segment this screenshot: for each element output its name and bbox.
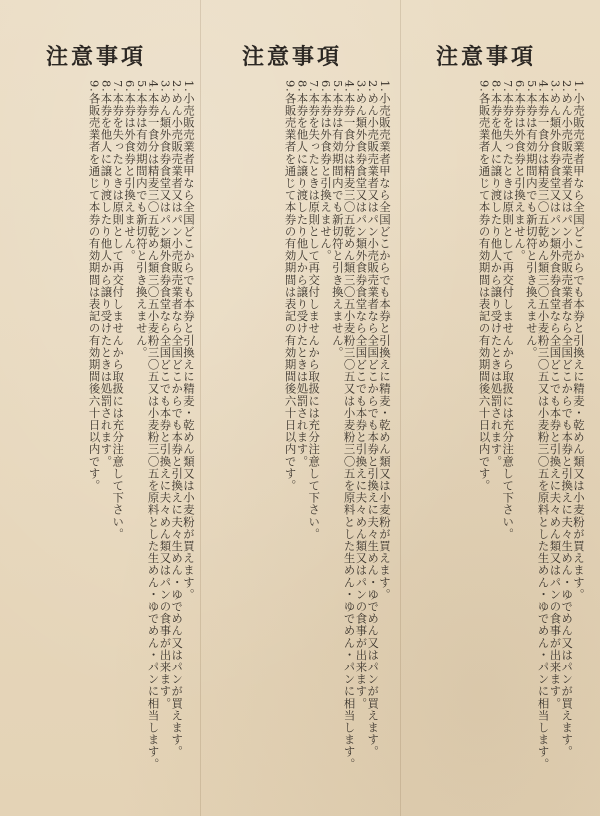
notice-item-7: 7.本券を失ったときは原則として再交付しませんから取扱には充分注意して下さい。 bbox=[111, 80, 126, 540]
notice-item-4: 4.本券一食分は精麦三〇五乾めん類三〇五小麦粉三〇五又は小麦粉三〇五を原料とした生めん・ゆでめん・パンに相当します。 bbox=[146, 80, 161, 770]
panel-heading: 注意事項 bbox=[46, 45, 147, 70]
notice-item-3: 3.めん類外食券食堂又はパン類外食券食堂なら全国どこでも本券と引換えに夫々めん類又はパンの食事が出来ます。 bbox=[354, 80, 369, 710]
notice-item-2: 2.めん小売販売業者又はパン小売販売業者なら全国どこからでも本券と引換えに夫々生めん・ゆでめん又はパンが買えます。 bbox=[560, 80, 575, 758]
fold-line bbox=[200, 0, 201, 816]
notice-item-6: 6.本券は外食券と引換えません。 bbox=[513, 80, 528, 262]
notice-item-5: 5.本券は有効期間内でも新切符と引き換えません。 bbox=[330, 80, 345, 359]
notice-item-3: 3.めん類外食券食堂又はパン類外食券食堂なら全国どこでも本券と引換えに夫々めん類又はパンの食事が出来ます。 bbox=[548, 80, 563, 710]
notice-list bbox=[478, 80, 584, 770]
notice-item-4: 4.本券一食分は精麦三〇五乾めん類三〇五小麦粉三〇五又は小麦粉三〇五を原料とした生めん・ゆでめん・パンに相当します。 bbox=[342, 80, 357, 770]
notice-item-3: 3.めん類外食券食堂又はパン類外食券食堂なら全国どこでも本券と引換えに夫々めん類又はパンの食事が出来ます。 bbox=[158, 80, 173, 710]
notice-list bbox=[88, 80, 194, 770]
notice-panel-right bbox=[436, 40, 584, 800]
notice-item-6: 6.本券は外食券と引換えません。 bbox=[123, 80, 138, 262]
notice-item-1: 1.小売販売業者甲なら全国どこからでも本券と引換えに精麦・乾めん類又は小麦粉が買えます。 bbox=[182, 80, 196, 601]
notice-item-8: 8.本券を他人に譲り渡したり他人から譲り受けたときは処罰されます。 bbox=[489, 80, 504, 468]
notice-item-9: 9.各販売業者を通じて本券の有効期間は表記の有効期間後六十日以内です。 bbox=[477, 80, 492, 492]
panel-heading: 注意事項 bbox=[242, 45, 343, 70]
notice-item-1: 1.小売販売業者甲なら全国どこからでも本券と引換えに精麦・乾めん類又は小麦粉が買えます。 bbox=[378, 80, 392, 601]
notice-panel-middle bbox=[242, 40, 390, 800]
notice-item-7: 7.本券を失ったときは原則として再交付しませんから取扱には充分注意して下さい。 bbox=[307, 80, 322, 540]
fold-line bbox=[400, 0, 401, 816]
notice-item-9: 9.各販売業者を通じて本券の有効期間は表記の有効期間後六十日以内です。 bbox=[87, 80, 102, 492]
notice-item-2: 2.めん小売販売業者又はパン小売販売業者なら全国どこからでも本券と引換えに夫々生めん・ゆでめん又はパンが買えます。 bbox=[366, 80, 381, 758]
panel-heading: 注意事項 bbox=[436, 45, 537, 70]
notice-item-5: 5.本券は有効期間内でも新切符と引き換えません。 bbox=[134, 80, 149, 359]
notice-item-8: 8.本券を他人に譲り渡したり他人から譲り受けたときは処罰されます。 bbox=[99, 80, 114, 468]
notice-list bbox=[284, 80, 390, 770]
notice-item-7: 7.本券を失ったときは原則として再交付しませんから取扱には充分注意して下さい。 bbox=[501, 80, 516, 540]
notice-item-2: 2.めん小売販売業者又はパン小売販売業者なら全国どこからでも本券と引換えに夫々生めん・ゆでめん又はパンが買えます。 bbox=[170, 80, 185, 758]
notice-item-9: 9.各販売業者を通じて本券の有効期間は表記の有効期間後六十日以内です。 bbox=[283, 80, 298, 492]
notice-item-6: 6.本券は外食券と引換えません。 bbox=[319, 80, 334, 262]
notice-item-4: 4.本券一食分は精麦三〇五乾めん類三〇五小麦粉三〇五又は小麦粉三〇五を原料とした生めん・ゆでめん・パンに相当します。 bbox=[536, 80, 551, 770]
notice-panel-left bbox=[46, 40, 194, 800]
notice-item-8: 8.本券を他人に譲り渡したり他人から譲り受けたときは処罰されます。 bbox=[295, 80, 310, 468]
notice-item-1: 1.小売販売業者甲なら全国どこからでも本券と引換えに精麦・乾めん類又は小麦粉が買えます。 bbox=[572, 80, 586, 601]
notice-item-5: 5.本券は有効期間内でも新切符と引き換えません。 bbox=[524, 80, 539, 359]
